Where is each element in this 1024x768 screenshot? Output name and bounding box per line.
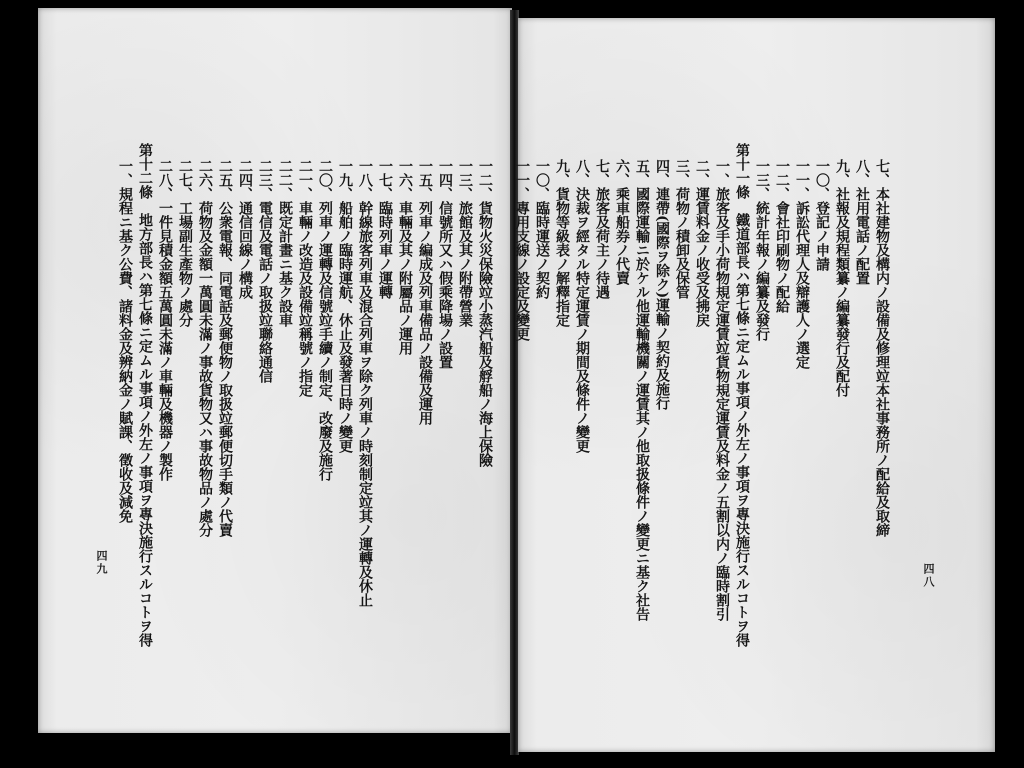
article-11-item-7: 七、旅客及荷主ノ待遇 [594, 159, 610, 299]
right-page [514, 18, 995, 752]
left-line-item-18: 一八、幹線旅客列車及混合列車ヲ除ク列車ノ時刻制定竝其ノ運轉及休止 [357, 159, 373, 607]
left-line-item-13: 一三、旅館及其ノ附帶營業 [457, 159, 473, 327]
article-11-item-11: 一一、專用支線ノ設定及變更 [514, 159, 530, 341]
right-line-item-9: 九、社報及規程類纂ノ編纂發行及配付 [834, 159, 850, 397]
article-11-item-4: 四、連帶(國際ヲ除ク)運輸ノ契約及施行 [654, 159, 670, 411]
left-line-item-16: 一六、車輛及其ノ附屬品ノ運用 [397, 159, 413, 355]
article-11-item-5: 五、國際運輸ニ於ケル他運輸機關ノ運賃其ノ他取扱條件ノ變更ニ基ク社告 [634, 159, 650, 621]
right-line-item-11: 一一、訴訟代理人及辯護人ノ選定 [794, 159, 810, 369]
right-line-item-12: 一二、會社印刷物ノ配給 [774, 159, 790, 313]
article-11-item-3: 三、荷物ノ積卸及保管 [674, 159, 690, 299]
left-page [38, 8, 512, 733]
right-line-item-7: 七、本社建物及構内ノ設備及修理竝本社事務所ノ配給及取締 [874, 159, 890, 537]
right-line-item-8: 八、社用電話ノ配置 [854, 159, 870, 285]
left-line-item-17: 一七、臨時列車ノ運轉 [377, 159, 393, 299]
left-line-item-22: 二二、既定計畫ニ基ク設車 [277, 159, 293, 327]
article-11-item-1: 一、旅客及手小荷物規定運賃竝貨物規定運賃及料金ノ五割以内ノ臨時割引 [714, 159, 730, 621]
article-12-heading: 第十二條 地方部長ハ第七條ニ定ムル事項ノ外左ノ事項ヲ專決施行スルコトヲ得 [137, 143, 153, 647]
left-line-item-20: 二〇、列車ノ運轉及信號竝手續ノ制定、改廢及施行 [317, 159, 333, 481]
article-11-item-9: 九、貨物等級表ノ解釋指定 [554, 159, 570, 327]
left-line-item-24: 二四、通信回線ノ構成 [237, 159, 253, 299]
article-11-item-2: 二、運賃料金ノ收受及拂戻 [694, 159, 710, 327]
right-line-item-13: 一三、統計年報ノ編纂及發行 [754, 159, 770, 341]
article-11-heading: 第十一條 鐵道部長ハ第七條ニ定ムル事項ノ外左ノ事項ヲ專決施行スルコトヲ得 [734, 143, 750, 647]
left-line-item-14: 一四、信號所又ハ假乘降場ノ設置 [437, 159, 453, 369]
right-line-item-10: 一〇、登記ノ申請 [814, 159, 830, 271]
article-11-item-6: 六、乘車船券ノ代賣 [614, 159, 630, 285]
left-line-item-12: 一二、貨物火災保險竝小蒸汽船及艀船ノ海上保險 [477, 159, 493, 467]
left-line-item-27: 二七、工場副生產物ノ處分 [177, 159, 193, 327]
left-line-item-19: 一九、船舶ノ臨時運航、休止及發著日時ノ變更 [337, 159, 353, 453]
left-line-item-23: 二三、電信及電話ノ取扱竝聯絡通信 [257, 159, 273, 383]
article-11-item-8: 八、決裁ヲ經タル特定運賃ノ期間及條件ノ變更 [574, 159, 590, 453]
left-line-item-25: 二五、公衆電報、同電話及郵便物ノ取扱竝郵便切手類ノ代賣 [217, 159, 233, 537]
left-line-item-15: 一五、列車ノ編成及列車備品ノ設備及運用 [417, 159, 433, 425]
article-11-item-10: 一〇、臨時運送ノ契約 [534, 159, 550, 299]
page-number: 四九 [95, 550, 108, 576]
page-number: 四八 [922, 563, 935, 589]
article-12-item-1: 一、規程ニ基ク公費、諸料金及辨納金ノ賦課、徵收及減免 [117, 159, 133, 523]
left-line-item-26: 二六、荷物及金額一萬圓未滿ノ事故貨物又ハ事故物品ノ處分 [197, 159, 213, 537]
left-line-item-28: 二八、一件見積金額五萬圓未滿ノ車輛及機器ノ製作 [157, 159, 173, 481]
right-page-text [512, 143, 892, 647]
left-page-text [115, 143, 495, 647]
left-line-item-21: 二一、車輛ノ改造及設備竝稱號ノ指定 [297, 159, 313, 397]
